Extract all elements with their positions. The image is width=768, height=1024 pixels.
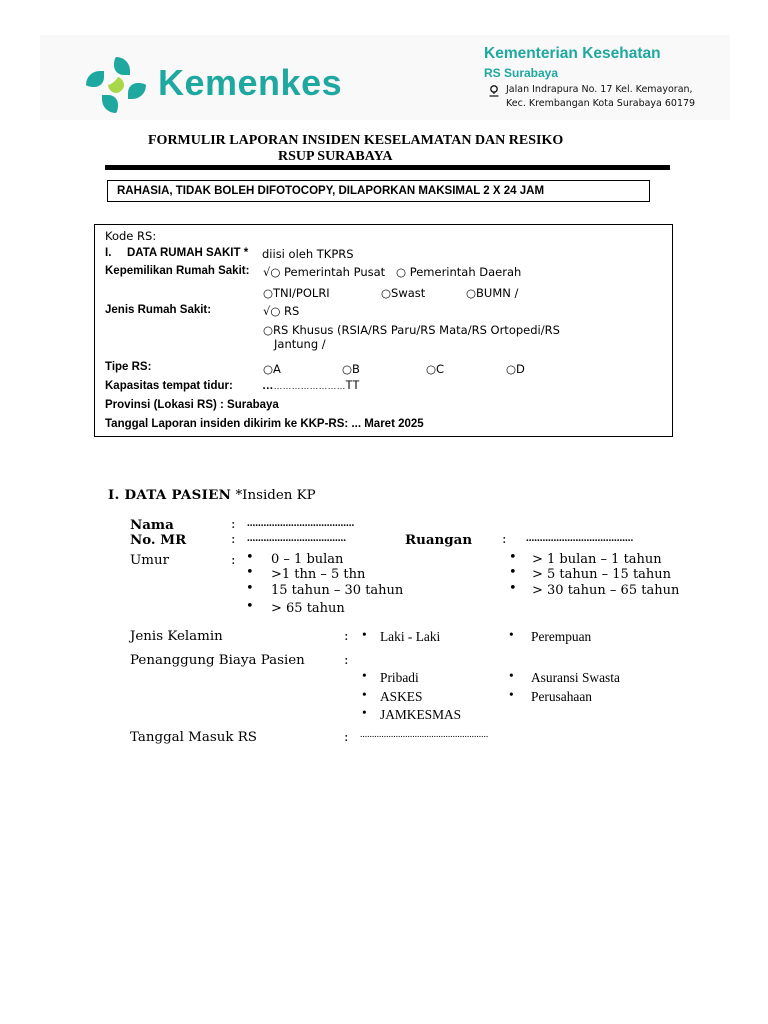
mr-label: No. MR bbox=[130, 532, 187, 548]
jenis-kelamin-label: Jenis Kelamin bbox=[130, 629, 223, 644]
kepemilikan-option-bumn[interactable]: ○BUMN / bbox=[466, 286, 519, 300]
penanggung-biaya-label: Penanggung Biaya Pasien bbox=[130, 653, 305, 668]
bullet-icon: • bbox=[246, 550, 254, 565]
tanggal-laporan-line: Tanggal Laporan insiden dikirim ke KKP-RS: ... Maret 2025 bbox=[105, 418, 424, 430]
kepemilikan-label: Kepemilikan Rumah Sakit: bbox=[105, 265, 250, 277]
bullet-icon: • bbox=[246, 581, 254, 596]
kepemilikan-option-tni[interactable]: ○TNI/POLRI bbox=[263, 286, 330, 300]
bullet-icon: • bbox=[246, 599, 254, 614]
ruangan-label: Ruangan bbox=[405, 532, 473, 548]
ruangan-colon: : bbox=[502, 532, 507, 547]
patient-section-heading bbox=[108, 487, 316, 503]
kepemilikan-option-swasta[interactable]: ○Swast bbox=[381, 286, 426, 300]
kapasitas-dots: …………………… bbox=[273, 381, 346, 391]
bullet-icon: • bbox=[509, 668, 514, 683]
jenis-option-khusus[interactable]: ○RS Khusus (RSIA/RS Paru/RS Mata/RS Ortopedi/RS bbox=[263, 323, 560, 337]
nama-label: Nama bbox=[130, 517, 174, 533]
section-number: I. bbox=[105, 247, 112, 259]
org-unit: RS Surabaya bbox=[484, 66, 559, 80]
kapasitas-dots-lead: … bbox=[262, 380, 274, 392]
bullet-icon: • bbox=[509, 687, 514, 702]
nama-colon: : bbox=[231, 517, 236, 532]
bullet-icon: • bbox=[362, 627, 367, 642]
bullet-icon: • bbox=[509, 550, 517, 565]
bullet-icon: • bbox=[246, 565, 254, 580]
nama-field[interactable]: ....................................... bbox=[247, 517, 355, 529]
address-line-2: Kec. Krembangan Kota Surabaya 60179 bbox=[506, 98, 696, 109]
bullet-icon: • bbox=[509, 565, 517, 580]
kapasitas-label: Kapasitas tempat tidur: bbox=[105, 380, 233, 392]
tipe-option-a[interactable]: ○A bbox=[263, 362, 281, 376]
location-pin-icon bbox=[487, 84, 501, 98]
bullet-icon: • bbox=[362, 705, 367, 720]
tipe-option-c[interactable]: ○C bbox=[426, 362, 445, 376]
kapasitas-unit: TT bbox=[345, 380, 360, 392]
form-subtitle: RSUP SURABAYA bbox=[278, 149, 393, 164]
confidential-notice: RAHASIA, TIDAK BOLEH DIFOTOCOPY, DILAPORKAN MAKSIMAL 2 X 24 JAM bbox=[117, 185, 545, 197]
provinsi-line: Provinsi (Lokasi RS) : Surabaya bbox=[105, 399, 279, 411]
bullet-icon: • bbox=[362, 687, 367, 702]
tipe-option-d[interactable]: ○D bbox=[506, 362, 525, 376]
org-name: Kementerian Kesehatan bbox=[484, 45, 661, 62]
tanggal-masuk-field[interactable]: ...................................................... bbox=[360, 730, 489, 740]
jenis-kelamin-colon: : bbox=[344, 629, 349, 644]
umur-label: Umur bbox=[130, 553, 170, 568]
bullet-icon: • bbox=[509, 627, 514, 642]
mr-field[interactable]: .................................... bbox=[247, 532, 346, 544]
ruangan-field[interactable]: ....................................... bbox=[526, 532, 634, 544]
jenis-rs-label: Jenis Rumah Sakit: bbox=[105, 304, 212, 316]
patient-heading: I. DATA PASIEN bbox=[108, 487, 232, 503]
kode-rs-label: Kode RS: bbox=[105, 229, 157, 243]
logo-wordmark: Kemenkes bbox=[158, 62, 343, 103]
address-line-1: Jalan Indrapura No. 17 Kel. Kemayoran, bbox=[506, 84, 693, 95]
bullet-icon: • bbox=[362, 668, 367, 683]
tipe-rs-label: Tipe RS: bbox=[105, 361, 152, 373]
patient-heading-note: *Insiden KP bbox=[235, 488, 316, 503]
penanggung-biaya-colon: : bbox=[344, 653, 349, 668]
tipe-option-b[interactable]: ○B bbox=[342, 362, 360, 376]
tanggal-masuk-colon: : bbox=[344, 730, 349, 745]
jenis-option-rs[interactable]: √○ RS bbox=[263, 304, 300, 318]
jenis-option-khusus-cont: Jantung / bbox=[274, 337, 326, 351]
umur-colon: : bbox=[231, 553, 236, 568]
title-divider bbox=[105, 165, 670, 170]
mr-colon: : bbox=[231, 532, 236, 547]
form-title: FORMULIR LAPORAN INSIDEN KESELAMATAN DAN RESIKO bbox=[148, 133, 564, 148]
kemenkes-logo bbox=[84, 55, 148, 115]
kepemilikan-option-daerah[interactable]: ○ Pemerintah Daerah bbox=[396, 265, 522, 279]
section-heading-hospital: DATA RUMAH SAKIT * bbox=[127, 247, 249, 259]
tanggal-masuk-label: Tanggal Masuk RS bbox=[130, 730, 257, 745]
kepemilikan-option-pusat[interactable]: √○ Pemerintah Pusat bbox=[263, 265, 386, 279]
section-heading-note: diisi oleh TKPRS bbox=[262, 247, 354, 261]
kapasitas-input[interactable] bbox=[262, 380, 360, 392]
bullet-icon: • bbox=[509, 581, 517, 596]
